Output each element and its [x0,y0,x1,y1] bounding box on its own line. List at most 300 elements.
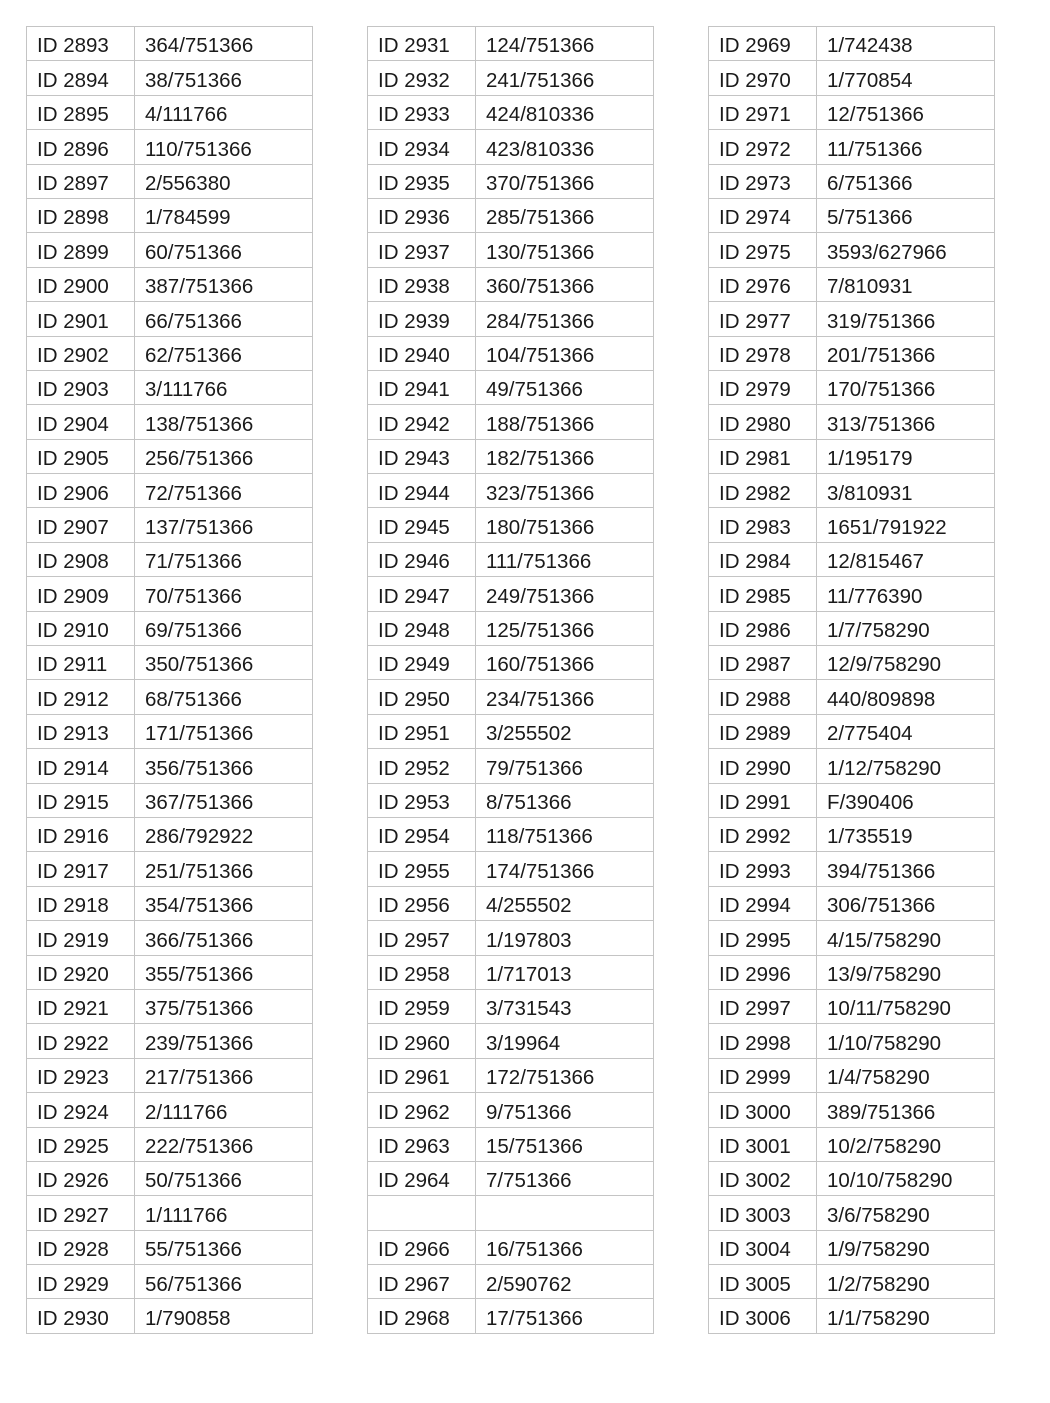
id-cell: ID 2944 [368,474,476,508]
id-cell: ID 2909 [27,577,135,611]
reference-cell: 1/4/758290 [817,1058,995,1092]
id-cell: ID 2905 [27,439,135,473]
reference-cell: 188/751366 [476,405,654,439]
table-row [27,577,313,611]
id-cell: ID 2947 [368,577,476,611]
table-row [709,783,995,817]
reference-cell: 364/751366 [135,27,313,61]
reference-cell: 13/9/758290 [817,955,995,989]
id-cell: ID 2979 [709,370,817,404]
table-row [27,1024,313,1058]
table-row [709,1024,995,1058]
table-row [368,370,654,404]
id-cell: ID 2945 [368,508,476,542]
id-cell: ID 2971 [709,95,817,129]
id-cell: ID 2954 [368,817,476,851]
table-row [709,611,995,645]
id-cell: ID 2960 [368,1024,476,1058]
table-row [27,370,313,404]
id-cell: ID 2932 [368,61,476,95]
reference-cell: 111/751366 [476,542,654,576]
reference-cell: 12/9/758290 [817,646,995,680]
id-cell: ID 3004 [709,1230,817,1264]
table-row [709,233,995,267]
reference-cell: 104/751366 [476,336,654,370]
reference-cell: 1/195179 [817,439,995,473]
reference-cell: 367/751366 [135,783,313,817]
reference-cell: 118/751366 [476,817,654,851]
table-row [709,577,995,611]
id-cell: ID 2929 [27,1265,135,1299]
id-cell: ID 2980 [709,405,817,439]
id-cell: ID 2910 [27,611,135,645]
table-row [368,27,654,61]
table-row [709,542,995,576]
id-cell: ID 2924 [27,1093,135,1127]
id-cell: ID 2994 [709,886,817,920]
table-row [368,1265,654,1299]
table-row [368,95,654,129]
table-row [27,267,313,301]
id-cell: ID 2983 [709,508,817,542]
reference-cell: 306/751366 [817,886,995,920]
table-row [27,1127,313,1161]
table-row [368,1058,654,1092]
table-row [709,680,995,714]
table-row [368,783,654,817]
reference-cell: 70/751366 [135,577,313,611]
reference-cell: 66/751366 [135,302,313,336]
id-cell: ID 2987 [709,646,817,680]
id-cell: ID 2941 [368,370,476,404]
reference-cell: 1/784599 [135,198,313,232]
table-row [709,164,995,198]
table-row [27,886,313,920]
table-row [368,508,654,542]
id-cell [368,1196,476,1230]
table-row [27,508,313,542]
id-cell: ID 2993 [709,852,817,886]
reference-cell: 1/12/758290 [817,749,995,783]
reference-cell: 366/751366 [135,921,313,955]
table-row [368,955,654,989]
table-row [368,1161,654,1195]
reference-cell: 16/751366 [476,1230,654,1264]
id-cell: ID 2940 [368,336,476,370]
table-row [27,61,313,95]
id-cell: ID 2937 [368,233,476,267]
reference-cell: 130/751366 [476,233,654,267]
reference-cell: 56/751366 [135,1265,313,1299]
reference-cell: 313/751366 [817,405,995,439]
reference-cell: 3/255502 [476,714,654,748]
reference-cell: 1/111766 [135,1196,313,1230]
table-row [368,611,654,645]
table-row [709,370,995,404]
reference-cell: 5/751366 [817,198,995,232]
reference-cell: 12/815467 [817,542,995,576]
id-cell: ID 2957 [368,921,476,955]
id-table-middle [367,26,654,1334]
reference-cell: 68/751366 [135,680,313,714]
table-row [368,1299,654,1333]
id-cell: ID 2959 [368,989,476,1023]
table-row [709,439,995,473]
reference-cell: 6/751366 [817,164,995,198]
id-cell: ID 2935 [368,164,476,198]
table-row [709,1127,995,1161]
reference-cell [476,1196,654,1230]
reference-cell: 171/751366 [135,714,313,748]
id-cell: ID 2916 [27,817,135,851]
reference-cell: 4/15/758290 [817,921,995,955]
reference-cell: 355/751366 [135,955,313,989]
id-cell: ID 2914 [27,749,135,783]
reference-cell: 11/751366 [817,130,995,164]
reference-cell: 172/751366 [476,1058,654,1092]
table-row [27,542,313,576]
id-cell: ID 2967 [368,1265,476,1299]
id-cell: ID 2946 [368,542,476,576]
table-row [368,886,654,920]
table-row [368,198,654,232]
id-cell: ID 2894 [27,61,135,95]
reference-cell: 256/751366 [135,439,313,473]
table-row [27,921,313,955]
reference-cell: 354/751366 [135,886,313,920]
id-cell: ID 2926 [27,1161,135,1195]
reference-cell: 201/751366 [817,336,995,370]
table-row [27,1093,313,1127]
reference-cell: 239/751366 [135,1024,313,1058]
table-row [27,302,313,336]
reference-cell: 2/775404 [817,714,995,748]
id-cell: ID 2908 [27,542,135,576]
table-row [27,646,313,680]
id-cell: ID 2981 [709,439,817,473]
table-row [709,1230,995,1264]
id-cell: ID 2939 [368,302,476,336]
table-row [27,198,313,232]
id-cell: ID 2953 [368,783,476,817]
reference-cell: 160/751366 [476,646,654,680]
reference-cell: 1/9/758290 [817,1230,995,1264]
table-row [27,164,313,198]
reference-cell: 360/751366 [476,267,654,301]
id-cell: ID 3001 [709,1127,817,1161]
id-cell: ID 2992 [709,817,817,851]
table-row [709,508,995,542]
id-cell: ID 3005 [709,1265,817,1299]
reference-cell: 284/751366 [476,302,654,336]
reference-cell: 170/751366 [817,370,995,404]
reference-cell: 375/751366 [135,989,313,1023]
id-cell: ID 2997 [709,989,817,1023]
table-row [709,817,995,851]
table-row [368,233,654,267]
reference-cell: 125/751366 [476,611,654,645]
reference-cell: 3/810931 [817,474,995,508]
reference-cell: 11/776390 [817,577,995,611]
id-cell: ID 2949 [368,646,476,680]
reference-cell: 182/751366 [476,439,654,473]
reference-cell: 1/742438 [817,27,995,61]
table-row [709,749,995,783]
reference-cell: 60/751366 [135,233,313,267]
id-cell: ID 2922 [27,1024,135,1058]
table-row [27,95,313,129]
reference-cell: 4/111766 [135,95,313,129]
id-cell: ID 2956 [368,886,476,920]
id-cell: ID 3003 [709,1196,817,1230]
table-row [709,267,995,301]
id-cell: ID 2906 [27,474,135,508]
id-cell: ID 2943 [368,439,476,473]
id-cell: ID 2999 [709,1058,817,1092]
reference-cell: 55/751366 [135,1230,313,1264]
table-row [709,27,995,61]
id-cell: ID 2913 [27,714,135,748]
table-row [27,1161,313,1195]
id-cell: ID 2974 [709,198,817,232]
reference-cell: 1/790858 [135,1299,313,1333]
reference-cell: 251/751366 [135,852,313,886]
id-cell: ID 2934 [368,130,476,164]
table-row [368,405,654,439]
reference-cell: 1/735519 [817,817,995,851]
reference-cell: 350/751366 [135,646,313,680]
id-cell: ID 3002 [709,1161,817,1195]
id-cell: ID 2991 [709,783,817,817]
table-row [27,680,313,714]
table-row [27,130,313,164]
table-row [27,955,313,989]
table-body [27,27,313,1334]
table-row [709,405,995,439]
reference-cell: 110/751366 [135,130,313,164]
table-body [709,27,995,1334]
table-row [368,164,654,198]
reference-cell: 50/751366 [135,1161,313,1195]
reference-cell: 285/751366 [476,198,654,232]
table-row [27,852,313,886]
reference-cell: 217/751366 [135,1058,313,1092]
table-row [709,1161,995,1195]
id-cell: ID 2904 [27,405,135,439]
table-row [368,989,654,1023]
reference-cell: 3/111766 [135,370,313,404]
id-cell: ID 2973 [709,164,817,198]
id-cell: ID 2915 [27,783,135,817]
id-cell: ID 2902 [27,336,135,370]
reference-cell: 124/751366 [476,27,654,61]
table-row [368,714,654,748]
reference-cell: 10/10/758290 [817,1161,995,1195]
table-row [27,1196,313,1230]
table-row [368,542,654,576]
table-row [368,1127,654,1161]
table-row [368,61,654,95]
table-row [368,646,654,680]
id-cell: ID 2898 [27,198,135,232]
reference-cell: 15/751366 [476,1127,654,1161]
reference-cell: 62/751366 [135,336,313,370]
table-body [368,27,654,1334]
table-row [709,302,995,336]
reference-cell: 1/2/758290 [817,1265,995,1299]
id-table-right [708,26,995,1334]
table-row [368,1196,654,1230]
reference-cell: 8/751366 [476,783,654,817]
id-cell: ID 2977 [709,302,817,336]
table-row [368,817,654,851]
id-cell: ID 2972 [709,130,817,164]
id-cell: ID 2968 [368,1299,476,1333]
id-cell: ID 2895 [27,95,135,129]
id-cell: ID 2921 [27,989,135,1023]
reference-cell: 440/809898 [817,680,995,714]
table-row [27,714,313,748]
id-cell: ID 3006 [709,1299,817,1333]
table-row [368,921,654,955]
table-row [368,267,654,301]
table-row [368,1093,654,1127]
table-row [368,474,654,508]
table-row [709,1058,995,1092]
table-row [709,955,995,989]
id-cell: ID 2900 [27,267,135,301]
reference-cell: 72/751366 [135,474,313,508]
id-cell: ID 2984 [709,542,817,576]
reference-cell: 423/810336 [476,130,654,164]
reference-cell: 10/2/758290 [817,1127,995,1161]
id-cell: ID 2955 [368,852,476,886]
reference-cell: 1651/791922 [817,508,995,542]
id-cell: ID 2963 [368,1127,476,1161]
id-cell: ID 2942 [368,405,476,439]
id-cell: ID 2952 [368,749,476,783]
id-cell: ID 2931 [368,27,476,61]
id-cell: ID 2996 [709,955,817,989]
table-row [27,1230,313,1264]
table-row [709,198,995,232]
table-row [27,783,313,817]
reference-cell: 69/751366 [135,611,313,645]
id-cell: ID 2969 [709,27,817,61]
reference-cell: 319/751366 [817,302,995,336]
id-table-left [26,26,313,1334]
id-cell: ID 2962 [368,1093,476,1127]
id-cell: ID 2998 [709,1024,817,1058]
table-row [709,714,995,748]
table-row [27,1058,313,1092]
table-row [709,852,995,886]
reference-cell: 2/556380 [135,164,313,198]
id-cell: ID 2893 [27,27,135,61]
id-cell: ID 2948 [368,611,476,645]
reference-cell: 394/751366 [817,852,995,886]
id-cell: ID 2920 [27,955,135,989]
id-cell: ID 2901 [27,302,135,336]
id-cell: ID 2986 [709,611,817,645]
table-row [709,646,995,680]
id-cell: ID 2964 [368,1161,476,1195]
table-row [709,130,995,164]
reference-cell: 389/751366 [817,1093,995,1127]
id-cell: ID 2970 [709,61,817,95]
reference-cell: 12/751366 [817,95,995,129]
id-cell: ID 2988 [709,680,817,714]
id-cell: ID 2985 [709,577,817,611]
reference-cell: 2/590762 [476,1265,654,1299]
table-row [709,95,995,129]
id-cell: ID 2903 [27,370,135,404]
id-cell: ID 2899 [27,233,135,267]
table-row [368,852,654,886]
reference-cell: 137/751366 [135,508,313,542]
reference-cell: 356/751366 [135,749,313,783]
table-row [709,336,995,370]
id-cell: ID 2896 [27,130,135,164]
table-row [709,61,995,95]
reference-cell: 4/255502 [476,886,654,920]
reference-cell: 234/751366 [476,680,654,714]
id-cell: ID 2911 [27,646,135,680]
table-row [709,474,995,508]
id-cell: ID 2978 [709,336,817,370]
id-cell: ID 2923 [27,1058,135,1092]
table-row [27,817,313,851]
reference-cell: 323/751366 [476,474,654,508]
id-cell: ID 2982 [709,474,817,508]
id-cell: ID 2976 [709,267,817,301]
table-row [709,1093,995,1127]
table-row [709,1265,995,1299]
table-row [368,439,654,473]
reference-cell: 38/751366 [135,61,313,95]
table-row [368,302,654,336]
id-cell: ID 2917 [27,852,135,886]
reference-cell: 1/197803 [476,921,654,955]
reference-cell: 3/6/758290 [817,1196,995,1230]
id-cell: ID 2927 [27,1196,135,1230]
reference-cell: 71/751366 [135,542,313,576]
id-cell: ID 2958 [368,955,476,989]
reference-cell: 1/770854 [817,61,995,95]
table-row [27,233,313,267]
reference-cell: 7/751366 [476,1161,654,1195]
table-row [709,886,995,920]
id-cell: ID 2919 [27,921,135,955]
id-cell: ID 2995 [709,921,817,955]
id-cell: ID 3000 [709,1093,817,1127]
id-cell: ID 2966 [368,1230,476,1264]
reference-cell: 3/731543 [476,989,654,1023]
reference-cell: 3593/627966 [817,233,995,267]
id-cell: ID 2975 [709,233,817,267]
table-row [27,27,313,61]
id-cell: ID 2897 [27,164,135,198]
table-row [368,1024,654,1058]
table-row [368,749,654,783]
reference-cell: 7/810931 [817,267,995,301]
id-cell: ID 2912 [27,680,135,714]
reference-cell: 222/751366 [135,1127,313,1161]
table-row [368,336,654,370]
table-row [27,336,313,370]
table-row [709,989,995,1023]
id-cell: ID 2918 [27,886,135,920]
